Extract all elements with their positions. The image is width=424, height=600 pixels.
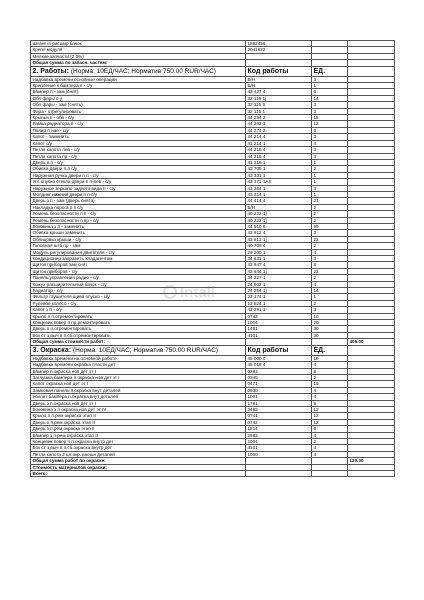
units-cell: 4: [312, 394, 348, 400]
code-cell: 44 263 3: [246, 121, 312, 127]
units-cell: 30: [312, 326, 348, 332]
grand-total-row: [31, 471, 395, 477]
description-cell: Радиатор - с/у: [31, 288, 246, 294]
code-cell: 0345: [246, 374, 312, 380]
units-cell: 12: [312, 121, 348, 127]
code-cell: 0742: [246, 419, 312, 425]
code-cell: 0283: [246, 368, 312, 374]
code-cell: 4101: [246, 332, 312, 338]
code-cell: 32 116 1]: [246, 95, 312, 101]
code-cell: 0930: [246, 387, 312, 393]
units-cell: 4: [312, 140, 348, 146]
code-cell: 44 414 4: [246, 198, 312, 204]
description-cell: Крепл модуля: [31, 47, 246, 53]
units-cell: 2: [312, 300, 348, 306]
code-cell: Б/Н: [246, 76, 312, 82]
units-cell: 4: [312, 362, 348, 368]
description-cell: Капот с/у: [31, 140, 246, 146]
code-cell: 45 018 4: [246, 362, 312, 368]
code-cell: [246, 471, 312, 477]
code-cell: 2583: [246, 432, 312, 438]
watermark-text: Intall: [180, 283, 216, 301]
units-cell: 12: [312, 413, 348, 419]
code-cell: 2041622: [246, 47, 312, 53]
description-cell: Капот з п - с/у: [31, 307, 246, 313]
units-cell: 1: [312, 159, 348, 165]
estimate-table-body: [31, 41, 395, 477]
description-cell: Бампер з п.рем окраска этап II: [31, 432, 246, 438]
description-cell: Обивка крыши заменить: [31, 230, 246, 236]
description-cell: Молдинг нижний двери п п-с/у: [31, 191, 246, 197]
code-cell: 29 200 1: [246, 249, 312, 255]
estimate-table: [30, 40, 395, 477]
description-cell: Наружное зеркало заднего вида п - с/у: [31, 185, 246, 191]
units-cell: 4: [312, 432, 348, 438]
code-cell: 41 214 1: [246, 140, 312, 146]
code-cell: 43 364 1: [246, 185, 312, 191]
description-cell: Головная штб пр - зам: [31, 243, 246, 249]
units-cell: 99: [312, 223, 348, 229]
description-cell: Щиток приборов зам снят: [31, 262, 246, 268]
code-cell: 44 254 2: [246, 115, 312, 121]
code-cell: 1004: [246, 320, 312, 326]
description-cell: Фара - отрегулировать: [31, 108, 246, 114]
description-cell: Дверь з п - зам (дверь снята): [31, 198, 246, 204]
units-cell: 8: [312, 368, 348, 374]
code-cell: 1781: [246, 400, 312, 406]
description-cell: Надбавка времени основные операции: [31, 76, 246, 82]
units-cell: 21: [312, 198, 348, 204]
description-cell: Общая сумма работ по окраске:: [31, 458, 246, 464]
units-cell: 15: [312, 381, 348, 387]
description-cell: Дверь п п.рем окраска этап II: [31, 419, 246, 425]
description-cell: Модуль регулирования двигателя - с/у: [31, 249, 246, 255]
units-header: ЕД.: [312, 66, 348, 76]
code-cell: 40 708 4: [246, 243, 312, 249]
code-cell: 43 705 1: [246, 166, 312, 172]
units-cell: 2: [312, 166, 348, 172]
code-cell: 44 216 4: [246, 147, 312, 153]
units-cell: 6: [312, 426, 348, 432]
description-cell: Шланг in расшир бачок: [31, 41, 246, 47]
watermark-icon: [163, 285, 177, 299]
units-cell: 2: [312, 217, 348, 223]
code-cell: 32 115 1: [246, 108, 312, 114]
units-cell: 3: [312, 256, 348, 262]
units-cell: 15: [312, 115, 348, 121]
units-cell: 1: [312, 172, 348, 178]
code-cell: 44 214 4: [246, 134, 312, 140]
code-cell: 24 602 1: [246, 281, 312, 287]
code-cell: Б/Н: [246, 204, 312, 210]
code-cell: Б/Н: [246, 83, 312, 89]
units-cell: 8: [312, 262, 348, 268]
description-cell: Дверь п п.отремонтировать: [31, 326, 246, 332]
units-cell: 4: [312, 445, 348, 451]
units-cell: 3: [312, 230, 348, 236]
description-cell: Петля капота лев - с/у: [31, 147, 246, 153]
units-cell: 20: [312, 320, 348, 326]
description-cell: Угл опуско стекла двери п п-лев - с/у: [31, 179, 246, 185]
estimate-sheet: [30, 40, 394, 477]
description-cell: Надбавка времени окраска пласти дет: [31, 362, 246, 368]
description-cell: Усилит бампера п.окраска внут деталей: [31, 394, 246, 400]
section-norms: (Норма: 10ЕД/ЧАС; Норматив 750.00 RUR/ЧАС): [70, 67, 216, 75]
units-cell: 19: [312, 355, 348, 361]
description-cell: Бок ст з выч п п.сб.окраска внутр дет: [31, 445, 246, 451]
code-cell: 40 222 1]: [246, 211, 312, 217]
description-cell: Дверь з п.окраска нов дет эт I: [31, 400, 246, 406]
description-cell: Полир п нае - с/у: [31, 127, 246, 133]
amount-cell: 120.00: [348, 458, 395, 464]
code-header: Код работы: [246, 66, 312, 76]
description-cell: Щиток приборов - с/у: [31, 268, 246, 274]
section-title: 3. Окраска:: [32, 346, 72, 354]
description-cell: Концевик повер п п.окраска внутр дет: [31, 438, 246, 444]
units-cell: 1: [312, 294, 348, 300]
description-cell: Общая сумма стоимости работ:: [31, 339, 246, 345]
description-cell: Концевик повер п пр.ремонтировать: [31, 320, 246, 326]
code-cell: 0743: [246, 313, 312, 319]
description-cell: Дверь з п.рем окраска этап II: [31, 426, 246, 432]
amount-header: [348, 345, 395, 355]
units-cell: 9: [312, 400, 348, 406]
code-cell: 44 216 4: [246, 153, 312, 159]
code-cell: 43 281 1: [246, 307, 312, 313]
units-cell: 1: [312, 179, 348, 185]
units-cell: 2: [312, 243, 348, 249]
description-cell: Заглушка бампера п.окраска нов дет эт I: [31, 374, 246, 380]
code-cell: 43 427 4: [246, 89, 312, 95]
units-cell: 2: [312, 204, 348, 210]
description-cell: Обл фары с-у: [31, 95, 246, 101]
description-cell: Мелкие запчасти (2.0%): [31, 53, 246, 59]
code-cell: 1862456: [246, 41, 312, 47]
units-cell: 2: [312, 438, 348, 444]
description-cell: Крепление к бамперa п - с/у: [31, 83, 246, 89]
code-cell: 32 116 5: [246, 102, 312, 108]
description-cell: Бок ст з выч п п.сб.отремонтировать: [31, 332, 246, 338]
code-cell: 43 612 4: [246, 230, 312, 236]
code-cell: 0471: [246, 381, 312, 387]
description-cell: Боковина з п - заменить: [31, 223, 246, 229]
description-cell: Рулевое колесо - с/у: [31, 300, 246, 306]
units-cell: 6: [312, 89, 348, 95]
description-cell: Замковая панель п.окраска внут деталей: [31, 387, 246, 393]
description-cell: Надбавка времени на основной работе: [31, 355, 246, 361]
units-cell: 12: [312, 406, 348, 412]
code-cell: 41 316 1: [246, 159, 312, 165]
code-cell: 1004: [246, 438, 312, 444]
description-cell: Накладка порога п п с/у: [31, 204, 246, 210]
units-cell: 1: [312, 191, 348, 197]
code-cell: 1814: [246, 426, 312, 432]
units-cell: 2: [312, 275, 348, 281]
code-cell: 45 000 0: [246, 355, 312, 361]
code-cell: 44 510 8: [246, 223, 312, 229]
code-cell: 23 174 1: [246, 294, 312, 300]
description-cell: Обл фары - зам (снять): [31, 102, 246, 108]
units-cell: 3: [312, 147, 348, 153]
description-cell: Наружная ручка двери п п - с/у: [31, 172, 246, 178]
code-cell: 40 222 1]: [246, 217, 312, 223]
units-cell: 4: [312, 281, 348, 287]
description-cell: Рамка радиатора п - с/у: [31, 121, 246, 127]
units-cell: 2: [312, 374, 348, 380]
units-cell: 2: [312, 211, 348, 217]
units-cell: 12: [312, 419, 348, 425]
units-cell: 3: [312, 153, 348, 159]
amount-cell: 405.00: [348, 339, 395, 345]
code-cell: 43 647 4: [246, 262, 312, 268]
units-cell: 1: [312, 83, 348, 89]
description-cell: Крылья п - оба - с/у: [31, 115, 246, 121]
code-cell: 1481: [246, 326, 312, 332]
code-cell: 4101: [246, 445, 312, 451]
code-cell: 13 524 1: [246, 300, 312, 306]
units-cell: 4: [312, 451, 348, 457]
code-cell: 24 254 1]: [246, 288, 312, 294]
description-cell: Дверь п.п - с/у: [31, 159, 246, 165]
units-cell: [312, 471, 348, 477]
amount-header: [348, 66, 395, 76]
description-cell: Бампер п.окраска нов дет эт I: [31, 368, 246, 374]
code-cell: 34 631 1: [246, 256, 312, 262]
description-cell: Боковина з п окраска нов дет эт IV: [31, 406, 246, 412]
works-section-header: [31, 66, 395, 76]
units-cell: 3: [312, 76, 348, 82]
code-cell: 1001: [246, 394, 312, 400]
description-cell: Всего:: [31, 471, 246, 477]
description-cell: Общая сумма по запасн. частям:: [31, 60, 246, 66]
description-cell: Капот окраска нов дет эт I: [31, 381, 246, 387]
description-cell: Ремень безопасности п пр - с/у: [31, 217, 246, 223]
code-cell: 3483: [246, 406, 312, 412]
code-header: Код работы: [246, 345, 312, 355]
watermark-logo: [163, 283, 243, 301]
description-cell: Капот - заменить: [31, 134, 246, 140]
units-cell: 3: [312, 108, 348, 114]
section-title-cell: [31, 345, 246, 355]
units-cell: 6: [312, 127, 348, 133]
code-cell: 43 314 1: [246, 191, 312, 197]
code-cell: 0741: [246, 413, 312, 419]
description-cell: Обивка двери п.п с/у: [31, 166, 246, 172]
description-cell: Крыло п п.отремонтировать: [31, 313, 246, 319]
units-cell: 4: [312, 249, 348, 255]
units-cell: 22: [312, 268, 348, 274]
description-cell: Кожух расширительный бачок - с/у: [31, 281, 246, 287]
description-cell: Петли капота 2 шт.окр. внешн деталей: [31, 451, 246, 457]
description-cell: Панель управления радио - с/у: [31, 275, 246, 281]
units-cell: 3: [312, 102, 348, 108]
units-cell: 30: [312, 332, 348, 338]
code-cell: 43 644 1]: [246, 268, 312, 274]
units-cell: 14: [312, 95, 348, 101]
units-cell: 3: [312, 307, 348, 313]
description-cell: Кондиционер заправить хладагентом: [31, 256, 246, 262]
amount-cell: [348, 471, 395, 477]
units-cell: 3: [312, 134, 348, 140]
code-cell: 1000: [246, 451, 312, 457]
description-cell: Облицовка крыши - с/у: [31, 236, 246, 242]
units-header: ЕД.: [312, 345, 348, 355]
code-cell: 43 371 1AX: [246, 179, 312, 185]
units-cell: 14: [312, 288, 348, 294]
code-cell: 43 331 1: [246, 172, 312, 178]
description-cell: Петля капота пр - с/у: [31, 153, 246, 159]
description-cell: Бампер п - зам (снят): [31, 89, 246, 95]
description-cell: Стоимость материалов окраски:: [31, 464, 246, 470]
description-cell: Ремень безопасности п п - с/у: [31, 211, 246, 217]
units-cell: 10: [312, 313, 348, 319]
code-cell: 34 227 1: [246, 275, 312, 281]
units-cell: 4: [312, 387, 348, 393]
code-cell: 44 274 2: [246, 127, 312, 133]
section-title: 2. Работы:: [32, 67, 69, 75]
section-norms: (Норма: 10ЕД/ЧАС; Норматив 750.00 RUR/ЧАС): [72, 346, 219, 354]
units-cell: 22: [312, 236, 348, 242]
code-cell: 43 613 1]: [246, 236, 312, 242]
description-cell: Фильтр глушителя щива опуско - с/у: [31, 294, 246, 300]
section-title-cell: [31, 66, 246, 76]
units-cell: 3: [312, 185, 348, 191]
paint-section-header: [31, 345, 395, 355]
description-cell: Крыло п п.рем окраска этап II: [31, 413, 246, 419]
